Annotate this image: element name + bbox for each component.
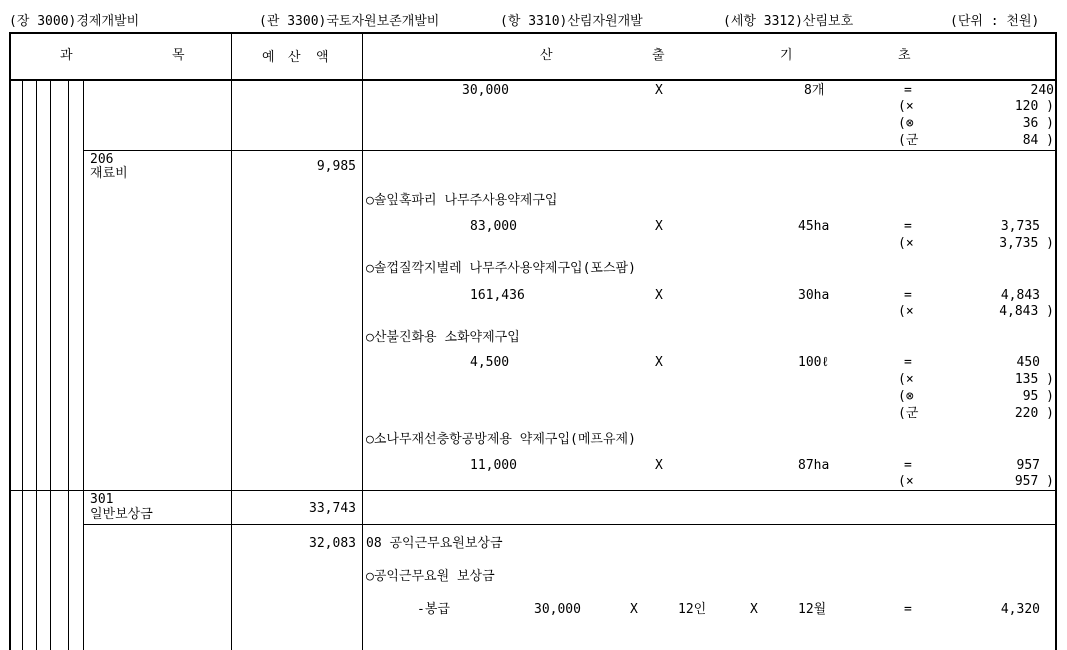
funding-label: (군 bbox=[898, 133, 919, 148]
funding-value: 84 ) bbox=[1022, 133, 1054, 148]
calc-quantity: 30ha bbox=[798, 288, 830, 303]
row-separator bbox=[9, 490, 1057, 491]
calc-months: 12월 bbox=[798, 602, 827, 617]
calc-multiply: X bbox=[655, 83, 663, 98]
account-level-line bbox=[83, 80, 84, 650]
calc-multiply: X bbox=[655, 288, 663, 303]
funding-value: 4,843 ) bbox=[999, 304, 1054, 319]
calc-equals: = bbox=[904, 83, 912, 98]
column-heading-basis-4: 초 bbox=[898, 48, 911, 63]
account-level-line bbox=[22, 80, 23, 650]
budget-col-divider bbox=[231, 32, 232, 650]
calc-total: 240 bbox=[1030, 83, 1054, 98]
row-separator bbox=[83, 524, 1056, 525]
hang-label: (항 3310)산림자원개발 bbox=[500, 14, 643, 29]
calc-quantity: 45ha bbox=[798, 219, 830, 234]
account-code: 301 bbox=[90, 492, 114, 507]
calc-equals: = bbox=[904, 288, 912, 303]
basis-col-divider bbox=[362, 32, 363, 650]
unit-label: (단위 : 천원) bbox=[950, 14, 1040, 29]
budget-amount: 9,985 bbox=[316, 159, 356, 174]
section-title: 08 공익근무요원보상금 bbox=[366, 536, 503, 551]
calc-quantity: 12인 bbox=[678, 602, 707, 617]
column-heading-basis-1: 산 bbox=[540, 48, 553, 63]
funding-label: (× bbox=[898, 304, 914, 319]
funding-value: 36 ) bbox=[1022, 116, 1054, 131]
calc-total: 4,320 bbox=[1000, 602, 1040, 617]
item-title: ○소나무재선충항공방제용 약제구입(메프유제) bbox=[366, 432, 636, 447]
column-heading-budget-2: 산 bbox=[288, 50, 301, 65]
column-heading-budget-3: 액 bbox=[316, 50, 329, 65]
jang-label: (장 3000)경제개발비 bbox=[9, 14, 140, 29]
calc-equals: = bbox=[904, 219, 912, 234]
account-name: 재료비 bbox=[90, 166, 128, 181]
column-heading-gwa: 과 bbox=[60, 48, 73, 63]
account-level-line bbox=[36, 80, 37, 650]
calc-equals: = bbox=[904, 602, 912, 617]
funding-label: (⊗ bbox=[898, 116, 914, 131]
calc-total: 450 bbox=[1016, 355, 1040, 370]
budget-amount: 32,083 bbox=[309, 536, 356, 551]
account-level-line bbox=[50, 80, 51, 650]
account-level-line bbox=[68, 80, 69, 650]
calc-amount: 11,000 bbox=[470, 458, 517, 473]
calc-amount: 83,000 bbox=[470, 219, 517, 234]
funding-label: (× bbox=[898, 236, 914, 251]
column-heading-basis-2: 출 bbox=[652, 48, 665, 63]
table-right-border bbox=[1055, 32, 1057, 650]
table-left-border bbox=[9, 32, 11, 650]
calc-total: 957 bbox=[1016, 458, 1040, 473]
funding-label: (× bbox=[898, 372, 914, 387]
item-title: ○솔잎혹파리 나무주사용약제구입 bbox=[366, 193, 558, 208]
account-name: 일반보상금 bbox=[90, 507, 153, 522]
funding-value: 957 ) bbox=[1014, 474, 1054, 489]
funding-value: 220 ) bbox=[1014, 406, 1054, 421]
gwan-label: (관 3300)국토자원보존개발비 bbox=[259, 14, 440, 29]
calc-multiply: X bbox=[655, 219, 663, 234]
column-heading-budget-1: 예 bbox=[262, 50, 275, 65]
header-bottom-border bbox=[9, 79, 1057, 81]
item-title: ○산불진화용 소화약제구입 bbox=[366, 330, 520, 345]
calc-multiply: X bbox=[630, 602, 638, 617]
funding-value: 135 ) bbox=[1014, 372, 1054, 387]
column-heading-mok: 목 bbox=[172, 48, 185, 63]
calc-total: 3,735 bbox=[1000, 219, 1040, 234]
funding-value: 3,735 ) bbox=[999, 236, 1054, 251]
sehang-label: (세항 3312)산림보호 bbox=[723, 14, 854, 29]
funding-label: (× bbox=[898, 474, 914, 489]
column-heading-basis-3: 기 bbox=[780, 48, 793, 63]
calc-equals: = bbox=[904, 355, 912, 370]
calc-multiply: X bbox=[750, 602, 758, 617]
account-code: 206 bbox=[90, 152, 114, 167]
calc-amount: 161,436 bbox=[470, 288, 525, 303]
calc-amount: 4,500 bbox=[470, 355, 510, 370]
calc-quantity: 87ha bbox=[798, 458, 830, 473]
calc-quantity: 8개 bbox=[804, 83, 825, 98]
funding-label: (⊗ bbox=[898, 389, 914, 404]
calc-equals: = bbox=[904, 458, 912, 473]
funding-label: (군 bbox=[898, 406, 919, 421]
calc-quantity: 100ℓ bbox=[798, 355, 830, 370]
table-top-border bbox=[9, 32, 1057, 34]
calc-total: 4,843 bbox=[1000, 288, 1040, 303]
calc-multiply: X bbox=[655, 458, 663, 473]
funding-value: 95 ) bbox=[1022, 389, 1054, 404]
calc-amount: 30,000 bbox=[462, 83, 509, 98]
item-title: ○솔껍질깍지벌레 나무주사용약제구입(포스팜) bbox=[366, 261, 636, 276]
budget-amount: 33,743 bbox=[309, 501, 356, 516]
item-title: ○공익근무요원 보상금 bbox=[366, 569, 495, 584]
calc-label: -봉급 bbox=[417, 602, 450, 617]
calc-multiply: X bbox=[655, 355, 663, 370]
funding-value: 120 ) bbox=[1014, 99, 1054, 114]
funding-label: (× bbox=[898, 99, 914, 114]
row-separator bbox=[83, 150, 1056, 151]
calc-amount: 30,000 bbox=[534, 602, 581, 617]
